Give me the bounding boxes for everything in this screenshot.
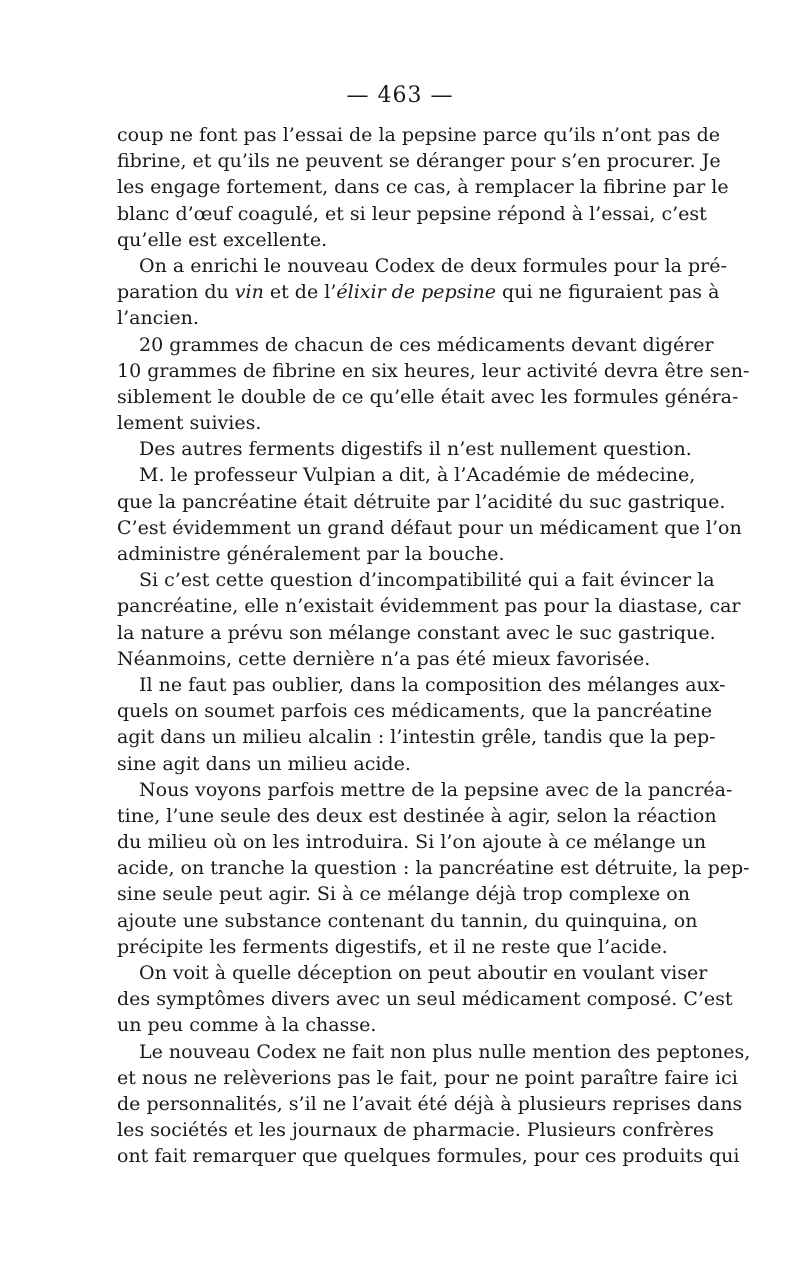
text-line: Nous voyons parfois mettre de la pepsine avec de la pancréa- [139,778,733,801]
text-line: la nature a prévu son mélange constant avec le suc gastrique. [117,621,716,644]
text-line: On voit à quelle déception on peut aboutir en voulant viser [139,962,708,984]
text-line: un peu comme à la chasse. [117,1014,377,1037]
text-line: et nous ne relèverions pas le fait, pour ne point paraître faire ici [117,1066,738,1089]
text-line: Le nouveau Codex ne fait non plus nulle mention des peptones, [139,1040,751,1063]
page-number: — 463 — [346,83,454,108]
text-line: les sociétés et les journaux de pharmacie. Plusieurs confrères [117,1119,714,1142]
text-line: 20 grammes de chacun de ces médicaments devant digérer [139,333,714,356]
text-line: quels on soumet parfois ces médicaments, que la pancréatine [117,700,712,723]
text-line: siblement le double de ce qu’elle était avec les formules généra- [117,385,739,408]
text-line: agit dans un milieu alcalin : l’intestin grêle, tandis que la pep- [117,726,716,749]
text-line: l’ancien. [117,307,199,330]
text-line: blanc d’œuf coagulé, et si leur pepsine répond à l’essai, c’est [117,202,707,225]
text-line: précipite les ferments digestifs, et il ne reste que l’acide. [117,935,668,958]
text-line: 10 grammes de fibrine en six heures, leur activité devra être sen- [117,359,750,382]
text-line: les engage fortement, dans ce cas, à remplacer la fibrine par le [117,176,729,199]
text-line: lement suivies. [117,412,262,435]
text-line: tine, l’une seule des deux est destinée à agir, selon la réaction [117,804,717,827]
text-line: des symptômes divers avec un seul médicament composé. C’est [117,988,733,1011]
text-line: C’est évidemment un grand défaut pour un médicament que l’on [117,516,742,539]
text-line: administre généralement par la bouche. [117,543,505,565]
text-line: sine agit dans un milieu acide. [117,752,411,775]
text-line: pancréatine, elle n’existait évidemment pas pour la diastase, car [117,595,741,618]
body-text [117,122,751,1170]
text-line: fibrine, et qu’ils ne peuvent se déranger pour s’en procurer. Je [117,150,721,173]
text-line: du milieu où on les introduira. Si l’on ajoute à ce mélange un [117,831,707,854]
text-line: M. le professeur Vulpian a dit, à l’Académie de médecine, [139,464,696,487]
book-page [117,82,751,1242]
text-line: sine seule peut agir. Si à ce mélange déjà trop complexe on [117,883,690,906]
text-line: Néanmoins, cette dernière n’a pas été mieux favorisée. [117,647,651,670]
text-line: acide, on tranche la question : la pancréatine est détruite, la pep- [117,857,750,880]
text-line: de personnalités, s’il ne l’avait été déjà à plusieurs reprises dans [117,1092,743,1115]
text-line: Si c’est cette question d’incompatibilité qui a fait évincer la [139,569,715,592]
text-line: que la pancréatine était détruite par l’acidité du suc gastrique. [117,490,726,513]
text-line: paration du vin et de l’élixir de pepsine qui ne figuraient pas à [117,281,720,304]
text-line: ont fait remarquer que quelques formules, pour ces produits qui [117,1145,740,1168]
text-line: On a enrichi le nouveau Codex de deux formules pour la pré- [139,254,727,277]
text-line: Des autres ferments digestifs il n’est nullement question. [139,438,692,461]
text-line: Il ne faut pas oublier, dans la composition des mélanges aux- [139,673,726,696]
text-line: coup ne font pas l’essai de la pepsine parce qu’ils n’ont pas de [117,124,721,146]
text-line: qu’elle est excellente. [117,228,328,251]
text-line: ajoute une substance contenant du tannin, du quinquina, on [117,909,698,932]
